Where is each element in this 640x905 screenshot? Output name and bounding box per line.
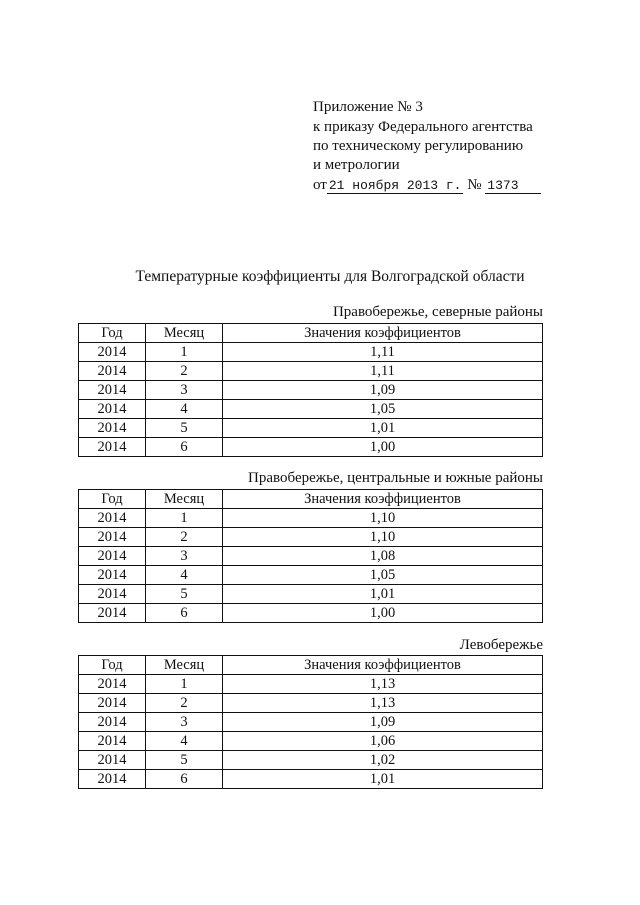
month-cell: 6	[146, 438, 223, 457]
value-cell: 1,08	[223, 547, 543, 566]
table-header-row	[79, 324, 543, 343]
month-cell: 3	[146, 713, 223, 732]
year-cell: 2014	[79, 381, 146, 400]
year-cell: 2014	[79, 509, 146, 528]
column-header-value: Значения коэффициентов	[223, 656, 543, 675]
month-cell: 6	[146, 604, 223, 623]
order-number: 1373	[485, 178, 540, 194]
year-cell: 2014	[79, 675, 146, 694]
year-cell: 2014	[79, 770, 146, 789]
table-row	[79, 400, 543, 419]
year-cell: 2014	[79, 528, 146, 547]
table-header-row	[79, 656, 543, 675]
year-cell: 2014	[79, 438, 146, 457]
number-sign: №	[467, 177, 482, 193]
column-header-value: Значения коэффициентов	[223, 324, 543, 343]
coefficients-table-3	[78, 655, 543, 789]
value-cell: 1,09	[223, 381, 543, 400]
table-row	[79, 362, 543, 381]
year-cell: 2014	[79, 419, 146, 438]
month-cell: 1	[146, 509, 223, 528]
month-cell: 1	[146, 343, 223, 362]
year-cell: 2014	[79, 343, 146, 362]
table-row	[79, 585, 543, 604]
order-date-line	[313, 176, 541, 195]
agency-name-line-end: и метрологии	[313, 157, 400, 173]
value-cell: 1,09	[223, 713, 543, 732]
month-cell: 4	[146, 400, 223, 419]
document-title: Температурные коэффициенты для Волгоградской области	[135, 268, 525, 285]
table-row	[79, 770, 543, 789]
table-row	[79, 694, 543, 713]
table-row	[79, 604, 543, 623]
appendix-number: Приложение № 3	[313, 99, 423, 115]
month-cell: 5	[146, 751, 223, 770]
year-cell: 2014	[79, 694, 146, 713]
month-cell: 6	[146, 770, 223, 789]
order-date: 21 ноября 2013 г.	[328, 178, 462, 193]
column-header-year: Год	[79, 656, 146, 675]
value-cell: 1,01	[223, 770, 543, 789]
table-row	[79, 509, 543, 528]
month-cell: 2	[146, 362, 223, 381]
value-cell: 1,00	[223, 438, 543, 457]
table-row	[79, 751, 543, 770]
year-cell: 2014	[79, 713, 146, 732]
order-reference-line: к приказу Федерального агентства	[313, 119, 533, 135]
month-cell: 5	[146, 585, 223, 604]
value-cell: 1,11	[223, 362, 543, 381]
month-cell: 2	[146, 528, 223, 547]
column-header-month: Месяц	[146, 656, 223, 675]
value-cell: 1,01	[223, 585, 543, 604]
value-cell: 1,01	[223, 419, 543, 438]
table-row	[79, 381, 543, 400]
value-cell: 1,13	[223, 675, 543, 694]
year-cell: 2014	[79, 585, 146, 604]
table-row	[79, 419, 543, 438]
value-cell: 1,13	[223, 694, 543, 713]
column-header-value: Значения коэффициентов	[223, 490, 543, 509]
month-cell: 3	[146, 381, 223, 400]
table-header-row	[79, 490, 543, 509]
value-cell: 1,00	[223, 604, 543, 623]
month-cell: 3	[146, 547, 223, 566]
year-cell: 2014	[79, 547, 146, 566]
value-cell: 1,05	[223, 400, 543, 419]
table-row	[79, 343, 543, 362]
table-row	[79, 547, 543, 566]
table-row	[79, 732, 543, 751]
value-cell: 1,11	[223, 343, 543, 362]
year-cell: 2014	[79, 400, 146, 419]
year-cell: 2014	[79, 604, 146, 623]
year-cell: 2014	[79, 566, 146, 585]
month-cell: 4	[146, 732, 223, 751]
value-cell: 1,06	[223, 732, 543, 751]
table-row	[79, 675, 543, 694]
column-header-month: Месяц	[146, 324, 223, 343]
table-row	[79, 528, 543, 547]
table-row	[79, 438, 543, 457]
table-row	[79, 713, 543, 732]
column-header-year: Год	[79, 490, 146, 509]
from-label: от	[313, 177, 327, 193]
month-cell: 4	[146, 566, 223, 585]
month-cell: 1	[146, 675, 223, 694]
month-cell: 5	[146, 419, 223, 438]
value-cell: 1,10	[223, 509, 543, 528]
agency-name-line: по техническому регулированию	[313, 138, 524, 154]
year-cell: 2014	[79, 751, 146, 770]
year-cell: 2014	[79, 732, 146, 751]
column-header-month: Месяц	[146, 490, 223, 509]
table-caption-3: Левобережье	[459, 637, 543, 653]
table-caption-2: Правобережье, центральные и южные районы	[248, 470, 543, 486]
value-cell: 1,05	[223, 566, 543, 585]
table-row	[79, 566, 543, 585]
column-header-year: Год	[79, 324, 146, 343]
coefficients-table-1	[78, 323, 543, 457]
value-cell: 1,02	[223, 751, 543, 770]
month-cell: 2	[146, 694, 223, 713]
coefficients-table-2	[78, 489, 543, 623]
table-caption-1: Правобережье, северные районы	[332, 304, 543, 320]
year-cell: 2014	[79, 362, 146, 381]
value-cell: 1,10	[223, 528, 543, 547]
